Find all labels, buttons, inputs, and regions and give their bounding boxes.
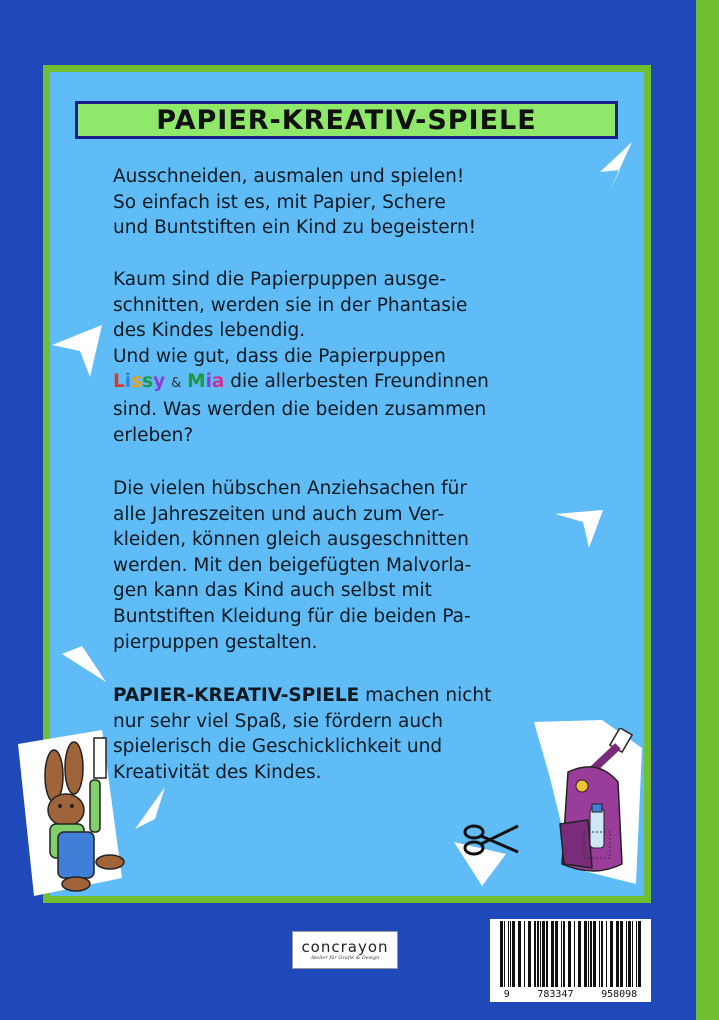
barcode-bar (555, 921, 558, 987)
barcode-bar (588, 921, 589, 987)
name-letter: s (142, 371, 154, 393)
text-line: Kaum sind die Papierpuppen ausge- (113, 269, 447, 290)
name-letter: a (211, 371, 225, 393)
barcode-bar (616, 921, 619, 987)
scissors-icon (462, 822, 520, 858)
text-line: alle Jahreszeiten und auch zum Ver- (113, 503, 445, 525)
text-line: und Buntstiften ein Kind zu begeistern! (113, 217, 477, 239)
text-line: werden. Mit den beigefügten Malvorla- (113, 554, 472, 576)
first-line-rest: machen nicht (365, 685, 492, 706)
name-letter: y (153, 371, 166, 393)
barcode-bar (584, 921, 587, 987)
barcode-digit-group: 783347 (537, 989, 574, 1000)
barcode-bar (599, 921, 600, 987)
paper-scrap-left-middle (50, 323, 106, 379)
text-line: Ausschneiden, ausmalen und spielen! (113, 166, 465, 187)
text-line: gen kann das Kind auch selbst mit (113, 580, 432, 602)
barcode-digit-group: 958098 (601, 989, 638, 1000)
barcode-bar (610, 921, 613, 987)
text-line: pierpuppen gestalten. (113, 631, 318, 653)
text-line: Die vielen hübschen Anziehsachen für (113, 478, 468, 499)
text-line: erleben? (113, 424, 194, 446)
green-edge-strip (696, 0, 719, 1020)
paper-scrap-right-middle (553, 508, 605, 550)
barcode-bar (537, 921, 539, 987)
text-line: des Kindes lebendig. (113, 320, 306, 342)
barcode-digit-group: 9 (503, 989, 510, 1000)
barcode-bar (574, 921, 575, 987)
barcode-bar (593, 921, 596, 987)
barcode-bar (628, 921, 631, 987)
name-letter: i (124, 371, 132, 393)
barcode-bar (518, 921, 521, 987)
name-mia (187, 371, 224, 392)
barcode-bar (620, 921, 623, 987)
barcode-bar (524, 921, 525, 987)
barcode-bar (636, 921, 637, 987)
paragraph-intro (113, 164, 476, 241)
barcode-bar (638, 921, 641, 987)
barcode-bar (578, 921, 581, 987)
barcode-bar (601, 921, 603, 987)
barcode-bar (508, 921, 509, 987)
name-lissy (113, 371, 165, 392)
text-line: spielerisch die Geschicklichkeit und (113, 736, 443, 758)
barcode-bar (542, 921, 545, 987)
barcode-bar (561, 921, 562, 987)
bunny-illustration (14, 728, 136, 898)
page-title: PAPIER-KREATIV-SPIELE (156, 104, 537, 136)
logo-tagline: Atelier für Grafik & Design (310, 954, 380, 961)
paragraph-papierpuppen (113, 267, 489, 448)
barcode-bar (626, 921, 627, 987)
barcode-bar (606, 921, 607, 987)
name-letter: s (131, 371, 143, 393)
text-line: Kreativität des Kindes. (113, 761, 322, 783)
text-line: kleiden, können gleich ausgeschnitten (113, 529, 469, 551)
barcode-bar (546, 921, 548, 987)
barcode-bar (512, 921, 515, 987)
barcode-bar (534, 921, 536, 987)
paper-scrap-bottom-left (133, 785, 167, 831)
paper-scrap-left-lower (60, 644, 108, 684)
title-box (75, 101, 618, 139)
publisher-logo (292, 931, 398, 969)
barcode-bar (528, 921, 531, 987)
barcode-bar (510, 921, 511, 987)
barcode-bar (563, 921, 565, 987)
text-line: sind. Was werden die beiden zusammen (113, 398, 487, 420)
paper-scrap-top-right (596, 140, 636, 192)
logo-name: concrayon (301, 937, 389, 956)
barcode-bar (551, 921, 554, 987)
barcode-number (490, 989, 651, 1000)
text-line: So einfach ist es, mit Papier, Schere (113, 191, 446, 213)
barcode-bar (590, 921, 592, 987)
isbn-barcode (490, 919, 651, 1002)
barcode-bar (540, 921, 541, 987)
barcode-bar (632, 921, 633, 987)
text-line: schnitten, werden sie in der Phantasie (113, 294, 468, 316)
names-line (113, 369, 489, 397)
backpack-illustration (548, 728, 640, 880)
barcode-bar (568, 921, 571, 987)
barcode-bar (504, 921, 505, 987)
text-line: Buntstiften Kleidung für die beiden Pa- (113, 605, 471, 627)
bold-series-name: PAPIER-KREATIV-SPIELE (113, 685, 360, 706)
ampersand: & (171, 376, 182, 392)
name-letter: i (205, 371, 212, 393)
paragraph-foerdern (113, 683, 491, 785)
text-line: nur sehr viel Spaß, sie fördern auch (113, 710, 444, 732)
barcode-bar (500, 921, 503, 987)
name-letter: L (113, 371, 125, 393)
text-line: Und wie gut, dass die Papierpuppen (113, 345, 446, 367)
paragraph-anziehsachen (113, 476, 471, 655)
barcode-bars (490, 921, 651, 991)
names-line-rest: die allerbesten Freundinnen (230, 371, 489, 393)
text-line (113, 683, 491, 709)
name-letter: M (187, 371, 206, 393)
